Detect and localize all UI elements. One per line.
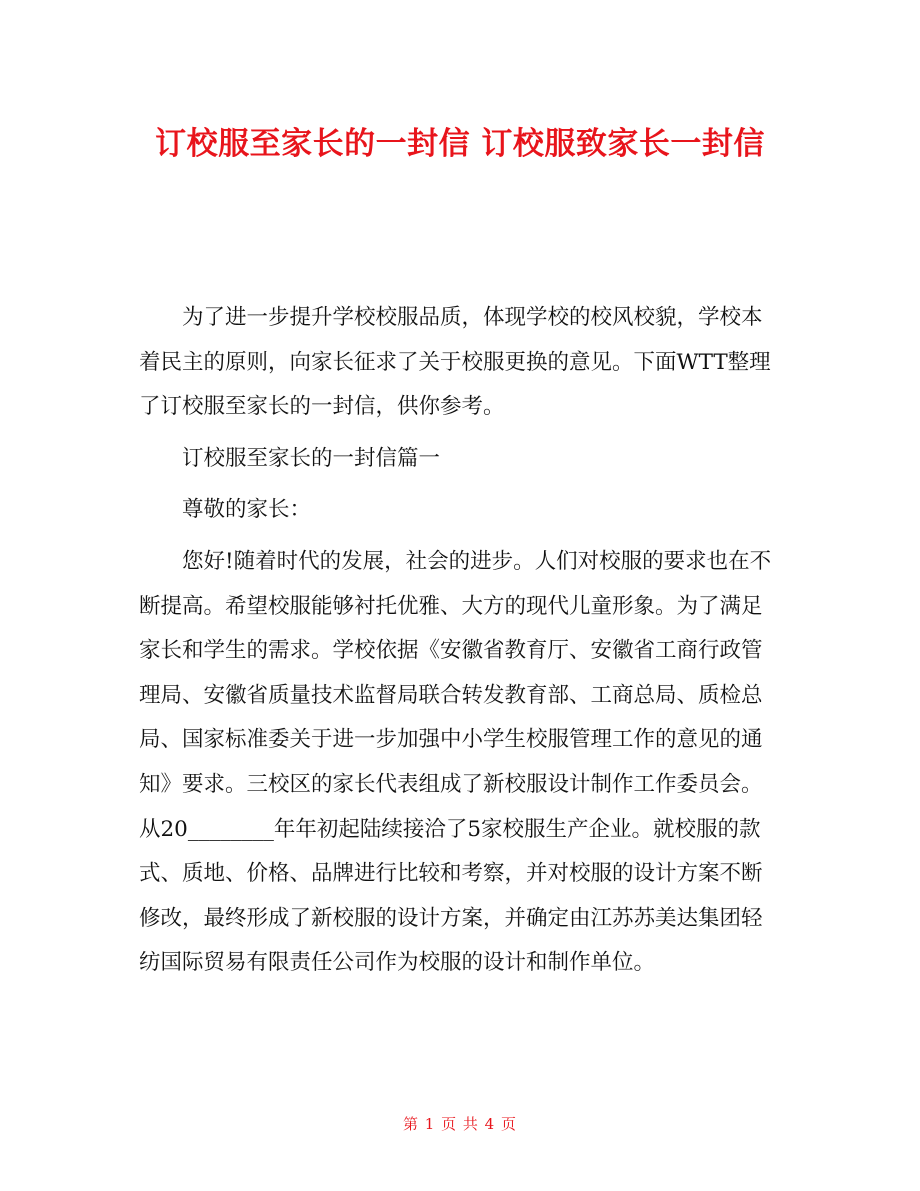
document-title: 订校服至家长的一封信 订校服致家长一封信 xyxy=(155,126,765,162)
intro-paragraph: 为了进一步提升学校校服品质，体现学校的校风校貌，学校本着民主的原则，向家长征求了关于校服更换的意见。下面WTT整理了订校服至家长的一封信，供你参考。 xyxy=(139,305,771,420)
section-heading: 订校服至家长的一封信篇一 xyxy=(182,445,441,471)
letter-body-paragraph: 您好!随着时代的发展，社会的进步。人们对校服的要求也在不断提高。希望校服能够衬托优雅、大方的现代儿童形象。为了满足家长和学生的需求。学校依据《安徽省教育厅、安徽省工商行政管理局、安徽省质量技术监督局联合转发教育部、工商总局、质检总局、国家标准委关于进一步加强中小学生校服管理工作的意见的通知》要求。三校区的家长代表组成了新校服设计制作工作委员会。从20________年年初起陆续接洽了5家校服生产企业。就校服的款式、质地、价格、品牌进行比较和考察，并对校服的设计方案不断修改，最终形成了新校服的设计方案，并确定由江苏苏美达集团轻纺国际贸易有限责任公司作为校服的设计和制作单位。 xyxy=(139,548,772,976)
salutation: 尊敬的家长： xyxy=(182,497,312,523)
page-number-footer: 第 1 页 共 4 页 xyxy=(403,1115,517,1133)
document-body xyxy=(139,296,783,993)
